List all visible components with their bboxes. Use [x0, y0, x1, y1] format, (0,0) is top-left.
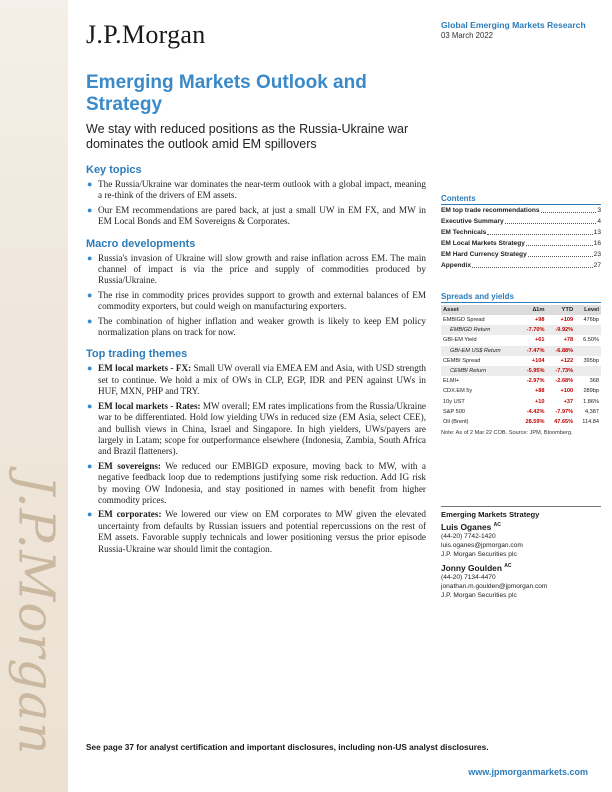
bullet-dot-icon: ●	[87, 460, 93, 471]
list-item: ● EM local markets - FX: Small UW overall via EMEA EM and Asia, with USD strength set to continue. We hold a mix of OWs in CLP, EGP, IDR and PEN against UWs in HUF, MXN, PHP and TRY.	[87, 363, 426, 397]
macro-list	[86, 253, 426, 339]
bullet-dot-icon: ●	[87, 252, 93, 263]
table-cell: 47.65%	[554, 418, 574, 425]
table-cell: -9.92%	[547, 325, 576, 335]
research-header	[441, 20, 601, 40]
toc-item[interactable]: EM top trade recommendations 3	[441, 207, 601, 214]
table-row	[441, 366, 601, 376]
table-row	[441, 386, 601, 396]
table-cell: 10y UST	[443, 398, 465, 405]
table-cell: +122	[560, 357, 574, 364]
analysts-box	[441, 506, 601, 600]
analyst-phone: (44-20) 7742-1420	[441, 533, 496, 540]
main-column	[86, 72, 426, 558]
table-cell: 289bp	[583, 388, 599, 395]
table-cell	[575, 366, 601, 376]
table-cell: +109	[560, 317, 574, 324]
table-cell: EMBIGD Spread	[443, 317, 485, 324]
table-cell: -7.70%	[518, 325, 547, 335]
table-cell: +10	[535, 398, 545, 405]
table-cell: 1.86%	[583, 398, 599, 405]
contents-box	[441, 194, 601, 271]
toc-item[interactable]: EM Hard Currency Strategy 23	[441, 251, 601, 258]
analyst-name: Luis Oganes $^{AC}$	[441, 522, 501, 532]
bullet-dot-icon: ●	[87, 179, 93, 189]
spreads-box	[441, 292, 601, 436]
column-header: YTD	[547, 305, 576, 315]
analysts-heading: Emerging Markets Strategy	[441, 506, 601, 519]
spreads-heading: Spreads and yields	[441, 292, 601, 303]
section-heading-macro: Macro developments	[86, 237, 196, 250]
table-cell: 114.84	[582, 418, 599, 425]
research-title: Global Emerging Markets Research	[441, 20, 586, 30]
analyst-email[interactable]: luis.oganes@jpmorgan.com	[441, 542, 523, 550]
table-row	[441, 315, 601, 325]
analyst-name: Jonny Goulden $^{AC}$	[441, 562, 512, 573]
page-subtitle: We stay with reduced positions as the Russia-Ukraine war dominates the outlook amid EM spillovers	[86, 122, 409, 151]
table-row	[441, 407, 601, 417]
table-row	[441, 376, 601, 386]
report-date: 03 March 2022	[441, 31, 494, 40]
spreads-table-body	[441, 315, 601, 427]
list-item: ● The rise in commodity prices provides support to growth and external balances of EM commodity exporters, but could weigh on manufacturing exporters.	[87, 289, 426, 312]
table-header-row	[441, 305, 601, 315]
toc-item[interactable]: EM Technicals 13	[441, 229, 601, 236]
table-cell: ELMI+	[443, 378, 460, 385]
column-header: Asset	[441, 305, 518, 315]
table-cell: CDX.EM 5y	[443, 388, 473, 395]
table-cell: +88	[535, 388, 545, 395]
sidebar-logo-watermark: J.P.Morgan	[7, 474, 65, 756]
disclosure-note: See page 37 for analyst certification and important disclosures, including non-US analyst disclosures.	[86, 742, 489, 752]
table-cell: -7.73%	[547, 366, 576, 376]
column-header: ∆1m	[518, 305, 547, 315]
bullet-dot-icon: ●	[87, 315, 93, 326]
page-title: Emerging Markets Outlook and Strategy	[86, 72, 367, 115]
list-item: ● The Russia/Ukraine war dominates the near-term outlook with a global impact, meaning a re-think of the drivers of EM assets.	[87, 179, 426, 201]
table-cell: -5.95%	[518, 366, 547, 376]
toc-item[interactable]: Executive Summary 4	[441, 218, 601, 225]
table-cell: -2.68%	[555, 378, 574, 385]
toc-item[interactable]: EM Local Markets Strategy 16	[441, 240, 601, 247]
table-cell: +100	[560, 388, 574, 395]
jpmorgan-logo: J.P.Morgan	[86, 20, 206, 49]
spreads-table	[441, 305, 601, 427]
table-cell: +37	[563, 398, 574, 405]
table-cell: +104	[531, 357, 545, 364]
table-cell	[575, 325, 601, 335]
table-row	[441, 325, 601, 335]
table-cell: +98	[535, 317, 545, 324]
table-cell: 476bp	[583, 317, 599, 324]
spreads-note: Note: As of 2 Mar 22 COB. Source: JPM, Bloomberg.	[441, 430, 573, 437]
table-row	[441, 397, 601, 407]
table-cell: -2.97%	[526, 378, 545, 385]
table-cell: 6.50%	[583, 337, 599, 344]
analyst-firm: J.P. Morgan Securities plc	[441, 592, 517, 600]
list-item: ● EM local markets - Rates: MW overall; EM rates implications from the Russia/Ukraine war to be differentiated. Hold low yielding UWs in reduced size (EM Asia, select CEE), and bullish views in China, Israel and Singapore. In high yielders, UWs/payers are largely in Latam; scope for outperformance elsewhere (Indonesia, Zambia, South Africa and Brazil flatteners).	[87, 400, 426, 457]
table-cell: -6.88%	[547, 346, 576, 356]
table-cell: EMBIGD Return	[441, 325, 518, 335]
table-cell: 28.59%	[525, 418, 545, 425]
table-cell: CEMBI Spread	[443, 357, 481, 364]
table-cell: -4.42%	[526, 408, 545, 415]
analyst-email[interactable]: jonathan.m.goulden@jpmorgan.com	[441, 582, 548, 590]
bullet-dot-icon: ●	[87, 400, 93, 411]
table-row	[441, 417, 601, 427]
list-item: ● Russia's invasion of Ukraine will slow growth and raise inflation across EM. The main channel of impact is via the price and supply of commodities produced by Russia/Ukraine.	[87, 252, 426, 286]
table-cell: GBI-EM US$ Return	[441, 346, 518, 356]
table-cell: S&P 500	[443, 408, 465, 415]
toc-item[interactable]: Appendix 27	[441, 262, 601, 269]
bullet-dot-icon: ●	[87, 204, 93, 215]
bullet-dot-icon: ●	[87, 289, 93, 300]
table-cell: CEMBI Return	[441, 366, 518, 376]
column-header: Level	[575, 305, 601, 315]
section-heading-key-topics: Key topics	[86, 164, 142, 176]
list-item: ● EM corporates: We lowered our view on EM corporates to MW given the elevated uncertainty from defaults by Russian issuers and potential repercussions on the rest of EM assets. Favorable supply technicals and lower positioning versus the prior episode Russia-Ukraine war should limit the contagion.	[87, 509, 426, 554]
table-row	[441, 335, 601, 345]
section-heading-trading: Top trading themes	[86, 348, 188, 361]
table-cell: 395bp	[583, 357, 599, 364]
table-cell: +78	[563, 337, 574, 344]
table-cell: Oil (Brent)	[443, 418, 469, 425]
table-cell: +61	[535, 337, 545, 344]
table-cell: -7.47%	[518, 346, 547, 356]
analyst-firm: J.P. Morgan Securities plc	[441, 551, 517, 559]
contents-heading: Contents	[441, 194, 601, 205]
table-cell	[575, 346, 601, 356]
list-item: ● The combination of higher inflation and weaker growth is likely to keep EM policy normalization plans on track for now.	[87, 315, 426, 338]
list-item: ● Our EM recommendations are pared back, at just a small UW in EM FX, and MW in EM Local Bonds and EM Sovereigns & Corporates.	[87, 204, 426, 227]
table-row	[441, 346, 601, 356]
table-cell: 368	[589, 378, 599, 385]
list-item: ● EM sovereigns: We reduced our EMBIGD exposure, moving back to MW, with a negative feedback loop due to redemptions justifying some risk reduction. Add IG risk by moving OW Indonesia, and stay positioned in names with benefit from higher commodity prices.	[87, 460, 426, 505]
footer-link[interactable]: www.jpmorganmarkets.com	[468, 767, 588, 777]
analyst-phone: (44-20) 7134-4470	[441, 573, 496, 581]
table-cell: -7.97%	[555, 408, 574, 415]
table-cell: GBI-EM Yield	[443, 337, 477, 344]
table-row	[441, 356, 601, 366]
table-cell: 4,387	[585, 408, 599, 415]
key-topics-list	[86, 179, 426, 228]
bullet-dot-icon: ●	[87, 363, 93, 374]
trading-list	[86, 363, 426, 555]
bullet-dot-icon: ●	[87, 509, 93, 520]
